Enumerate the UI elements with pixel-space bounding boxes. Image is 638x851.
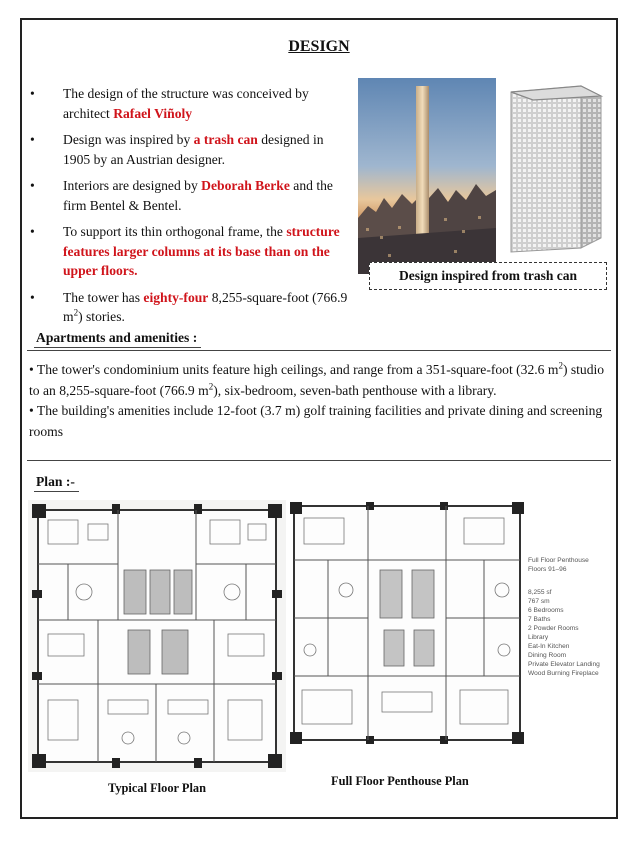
text-segment: Interiors are designed by [63,178,202,193]
bullet-text [63,86,309,121]
legend-item: 7 Baths [528,616,551,623]
superscript: 2 [73,307,79,318]
text-segment: The tower has [63,289,144,305]
highlighted-text: structure features larger columns at its base than on the upper floors. [63,224,340,278]
highlighted-text: Rafael Viñoly [113,105,193,121]
text-segment: ) studio to an 8,255-square-foot (766.9 m [29,362,605,398]
bullet-text [63,132,324,167]
superscript: 2 [558,360,563,371]
text-segment: To support its thin orthogonal frame, the [63,224,287,239]
legend-title-line1: Full Floor Penthouse [528,557,589,564]
legend-item: Wood Burning Fireplace [528,670,599,677]
text-segment: The design of the structure was conceived by architect [63,86,309,121]
page-title: DESIGN [288,38,350,55]
legend-item: 2 Powder Rooms [528,625,579,632]
superscript: 2 [208,381,214,392]
text-segment: and the firm Bentel & Bentel. [63,178,333,213]
bullet-marker: • [30,289,35,305]
design-bullet-list [30,84,350,334]
text-segment: Design was inspired by [63,132,194,147]
bullet-marker: • [30,86,35,101]
bullet-text [63,178,333,213]
amenities-paragraph [29,360,611,401]
bullet-text [63,290,347,325]
bullet-marker: • [30,224,35,239]
text-segment: • The tower's condominium units feature high ceilings, and range from a 351-square-foot (32.6 m [29,362,559,377]
legend-item: 6 Bedrooms [528,607,564,614]
legend-item: 767 sm [528,598,550,605]
bullet-item [30,176,350,215]
text-segment: ), six-bedroom, seven-bath penthouse with a library. [213,382,497,398]
legend-item: Private Elevator Landing [528,661,600,668]
amenities-text [27,350,611,461]
bullet-item [30,288,350,327]
amenities-paragraph [29,401,611,442]
legend-title-line2: Floors 91–96 [528,566,567,573]
image-caption: Design inspired from trash can [369,262,607,290]
text-segment: 8,255-square-foot (766.9 m [63,289,348,324]
legend-item: Eat-In Kitchen [528,643,570,650]
text-segment: designed in 1905 by an Austrian designer. [63,132,324,167]
plan-heading: Plan :- [34,474,79,492]
highlighted-text: a trash can [193,132,258,147]
bullet-item [30,222,350,281]
bullet-text [63,224,340,278]
amenities-heading: Apartments and amenities : [34,330,201,348]
typical-floor-plan-image [28,500,286,772]
text-segment: ) stories. [78,309,125,324]
penthouse-floor-plan-image [288,500,615,746]
text-segment: • The building's amenities include 12-foot (3.7 m) golf training facilities and private dining and screening rooms [29,403,603,439]
legend-item: 8,255 sf [528,589,552,596]
bullet-marker: • [30,132,35,147]
legend-item: Dining Room [528,652,567,659]
highlighted-text: eighty-four [143,289,209,305]
bullet-marker: • [30,178,35,193]
legend-item: Library [528,634,549,641]
bullet-item [30,130,350,169]
typical-floor-plan-caption: Typical Floor Plan [108,781,206,795]
trash-can-photo [497,78,609,256]
penthouse-plan-caption: Full Floor Penthouse Plan [331,774,469,788]
tower-photo [358,78,496,274]
bullet-item [30,84,350,123]
highlighted-text: Deborah Berke [201,178,290,193]
